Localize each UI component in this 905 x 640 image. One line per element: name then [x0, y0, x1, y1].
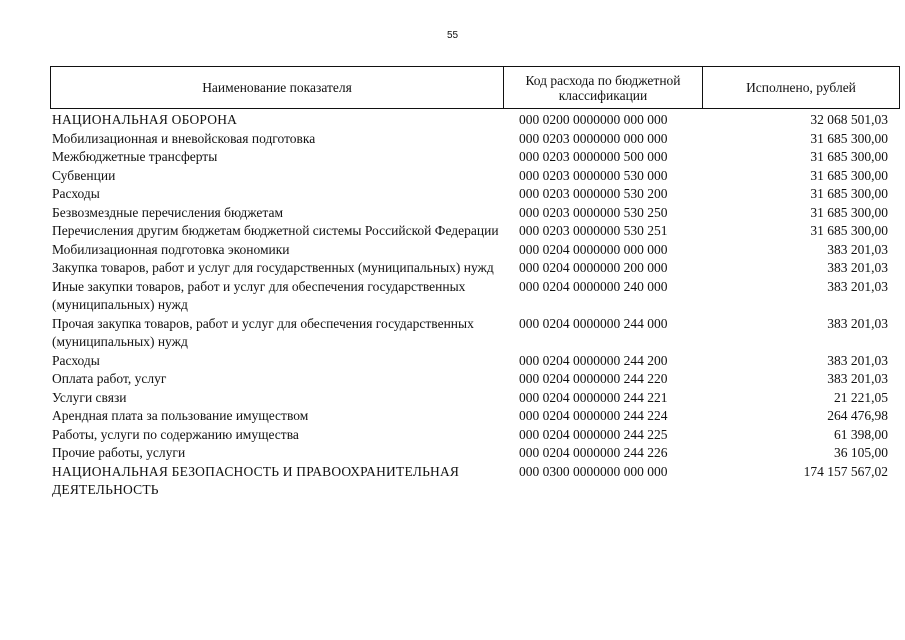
row-name: Арендная плата за пользование имуществом	[52, 408, 309, 423]
row-code: 000 0200 0000000 000 000	[519, 112, 668, 127]
row-name: Расходы	[52, 186, 100, 201]
table-row	[50, 167, 900, 186]
section-row	[50, 463, 900, 500]
row-name: Прочая закупка товаров, работ и услуг для обеспечения государственных (муниципальных) нужд	[52, 315, 474, 349]
row-amount: 383 201,03	[827, 352, 888, 368]
row-code: 000 0203 0000000 530 251	[519, 223, 668, 238]
row-name: Иные закупки товаров, работ и услуг для обеспечения государственных (муниципальных) нужд	[52, 278, 466, 312]
row-name: Закупка товаров, работ и услуг для государственных (муниципальных) нужд	[52, 260, 494, 275]
row-code: 000 0204 0000000 244 225	[519, 426, 668, 442]
row-code: 000 0204 0000000 200 000	[519, 260, 668, 275]
table-row	[50, 352, 900, 371]
row-name: Прочие работы, услуги	[52, 445, 186, 460]
row-amount: 21 221,05	[834, 389, 888, 405]
row-code: 000 0204 0000000 240 000	[519, 278, 668, 294]
row-name: Субвенции	[52, 167, 116, 183]
row-name: НАЦИОНАЛЬНАЯ БЕЗОПАСНОСТЬ И ПРАВООХРАНИТЕЛЬНАЯ ДЕЯТЕЛЬНОСТЬ	[52, 463, 460, 497]
row-name: Расходы	[52, 352, 100, 368]
row-amount: 383 201,03	[827, 260, 888, 275]
table-row	[50, 148, 900, 167]
table-row	[50, 222, 900, 241]
row-amount: 383 201,03	[827, 278, 888, 294]
row-amount: 31 685 300,00	[810, 130, 888, 146]
column-header-name: Наименование показателя	[51, 67, 504, 108]
row-code: 000 0204 0000000 000 000	[519, 241, 668, 257]
table-row	[50, 315, 900, 352]
row-code: 000 0204 0000000 244 220	[519, 371, 668, 386]
table-row	[50, 259, 900, 278]
row-code: 000 0203 0000000 530 200	[519, 186, 668, 201]
row-code: 000 0203 0000000 530 250	[519, 204, 668, 220]
row-name: Оплата работ, услуг	[52, 371, 167, 386]
row-amount: 264 476,98	[827, 408, 888, 423]
table-row	[50, 444, 900, 463]
row-amount: 383 201,03	[827, 315, 888, 331]
row-code: 000 0204 0000000 244 200	[519, 352, 668, 368]
page-number: 55	[446, 30, 459, 41]
table-header	[50, 66, 900, 109]
column-header-code: Код расхода по бюджетной классификации	[504, 67, 703, 108]
row-amount: 31 685 300,00	[810, 204, 888, 220]
row-code: 000 0203 0000000 530 000	[519, 167, 668, 183]
table-row	[50, 204, 900, 223]
row-code: 000 0203 0000000 000 000	[519, 130, 668, 146]
row-name: Работы, услуги по содержанию имущества	[52, 426, 299, 442]
row-name: Услуги связи	[52, 389, 127, 405]
row-amount: 31 685 300,00	[810, 223, 888, 238]
row-amount: 61 398,00	[834, 426, 888, 442]
row-name: Мобилизационная и вневойсковая подготовка	[52, 130, 316, 146]
column-header-amount: Исполнено, рублей	[746, 80, 856, 95]
table-row	[50, 426, 900, 445]
row-code: 000 0203 0000000 500 000	[519, 149, 668, 164]
table-body	[50, 111, 900, 500]
row-amount: 383 201,03	[827, 371, 888, 386]
row-name: Перечисления другим бюджетам бюджетной системы Российской Федерации	[52, 223, 499, 238]
row-name: Безвозмездные перечисления бюджетам	[52, 204, 284, 220]
row-code: 000 0204 0000000 244 221	[519, 389, 668, 405]
table-row	[50, 407, 900, 426]
row-amount: 31 685 300,00	[810, 149, 888, 164]
row-amount: 31 685 300,00	[810, 186, 888, 201]
row-amount: 174 157 567,02	[803, 463, 888, 479]
row-name: Мобилизационная подготовка экономики	[52, 241, 290, 257]
row-name: Межбюджетные трансферты	[52, 149, 218, 164]
row-amount: 31 685 300,00	[810, 167, 888, 183]
budget-table	[50, 66, 900, 500]
row-code: 000 0204 0000000 244 000	[519, 315, 668, 331]
row-amount: 383 201,03	[827, 241, 888, 257]
section-row	[50, 111, 900, 130]
table-row	[50, 241, 900, 260]
table-row	[50, 389, 900, 408]
table-row	[50, 185, 900, 204]
row-code: 000 0204 0000000 244 224	[519, 408, 668, 423]
row-amount: 36 105,00	[834, 445, 888, 460]
row-name: НАЦИОНАЛЬНАЯ ОБОРОНА	[52, 112, 238, 127]
table-row	[50, 278, 900, 315]
row-amount: 32 068 501,03	[810, 112, 888, 127]
row-code: 000 0300 0000000 000 000	[519, 463, 668, 479]
row-code: 000 0204 0000000 244 226	[519, 445, 668, 460]
table-row	[50, 130, 900, 149]
table-row	[50, 370, 900, 389]
